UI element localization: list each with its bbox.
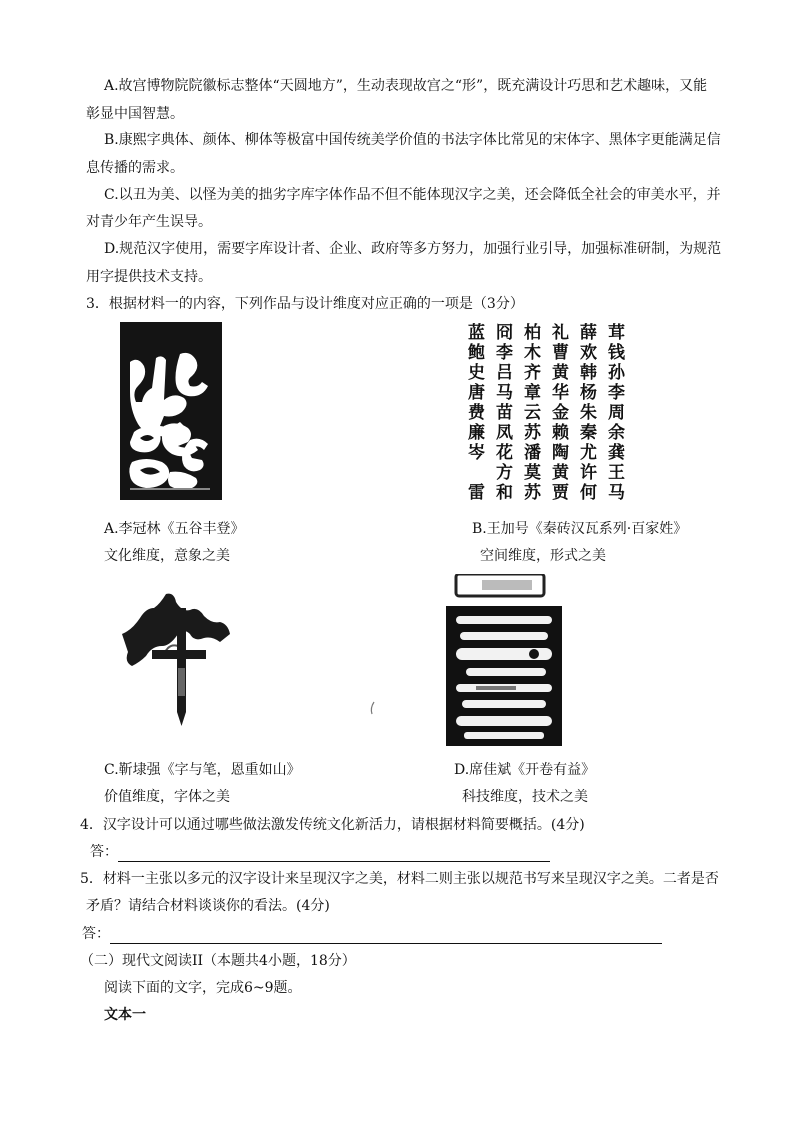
option-d-line2: 用字提供技术支持。 (86, 269, 212, 285)
artwork-d-caption: D.席佳斌《开卷有益》 (454, 762, 596, 778)
surname-character: 廉 (468, 423, 485, 443)
surname-character: 费 (468, 403, 485, 423)
surname-character: 岑 (468, 443, 485, 463)
surname-character: 苗 (496, 403, 513, 423)
surname-character: 陶 (552, 443, 569, 463)
artwork-a-image (120, 322, 222, 500)
surname-character: 杨 (580, 383, 597, 403)
surname-character: 吕 (496, 363, 513, 383)
artwork-a-dimension: 文化维度，意象之美 (104, 548, 230, 564)
option-a-line2: 彰显中国智慧。 (86, 106, 184, 122)
answer-blank-5[interactable] (110, 929, 662, 944)
answer-label: 答： (90, 844, 118, 860)
option-c-line1: C.以丑为美、以怪为美的拙劣字库字体作品不但不能体现汉字之美，还会降低全社会的审美水平，并 (104, 187, 721, 203)
surname-character: 凤 (496, 423, 513, 443)
surname-character: 许 (580, 463, 597, 483)
surname-character: 李 (496, 343, 513, 363)
question-4-answer[interactable] (90, 842, 550, 862)
surname-character: 苏 (524, 483, 541, 503)
surname-character: 苏 (524, 423, 541, 443)
surname-character: 朱 (580, 403, 597, 423)
surname-character: 秦 (580, 423, 597, 443)
surname-character: 茸 (608, 323, 625, 343)
artwork-c-dimension: 价值维度，字体之美 (104, 789, 230, 805)
surname-character: 贾 (552, 483, 569, 503)
question-5-line1: 5．材料一主张以多元的汉字设计来呈现汉字之美，材料二则主张以规范书写来呈现汉字之美。二者是否 (80, 871, 719, 887)
surname-character: 蓝 (468, 323, 485, 343)
artwork-b-caption: B.王加号《秦砖汉瓦系列·百家姓》 (472, 521, 688, 537)
surname-character: 王 (608, 463, 625, 483)
option-b-line1: B.康熙字典体、颜体、柳体等极富中国传统美学价值的书法字体比常见的宋体字、黑体字更能满足信 (104, 132, 721, 148)
surname-character: 周 (608, 403, 625, 423)
option-d-line1: D.规范汉字使用，需要字库设计者、企业、政府等多方努力，加强行业引导，加强标准研制，为规范 (104, 241, 722, 257)
question-4-stem: 4．汉字设计可以通过哪些做法激发传统文化新活力，请根据材料简要概括。(4分) (80, 817, 585, 833)
surname-character: 冏 (496, 323, 513, 343)
surname-character: 华 (552, 383, 569, 403)
section-title: （二）现代文阅读II（本题共4小题，18分） (80, 953, 356, 969)
artwork-b-dimension: 空间维度，形式之美 (480, 548, 606, 564)
surname-character: 鲍 (468, 343, 485, 363)
surname-character: 尤 (580, 443, 597, 463)
option-c-line2: 对青少年产生误导。 (86, 214, 212, 230)
surname-character: 章 (524, 383, 541, 403)
surname-character: 方 (496, 463, 513, 483)
section-instruction: 阅读下面的文字，完成6~9题。 (104, 980, 302, 996)
surname-character: 孙 (608, 363, 625, 383)
surname-character: 钱 (608, 343, 625, 363)
surname-character: 薛 (580, 323, 597, 343)
surname-character: 礼 (552, 323, 569, 343)
surname-character: 唐 (468, 383, 485, 403)
surname-character: 花 (496, 443, 513, 463)
surname-character: 史 (468, 363, 485, 383)
question-5-line2: 矛盾？请结合材料谈谈你的看法。(4分) (86, 898, 330, 914)
surname-character: 雷 (468, 483, 485, 503)
surname-character: 和 (496, 483, 513, 503)
surname-character: 余 (608, 423, 625, 443)
option-a-line1: A.故宫博物院院徽标志整体“天圆地方”，生动表现故宫之“形”，既充满设计巧思和艺术趣味，又能 (104, 78, 708, 94)
surname-character: 黄 (552, 463, 569, 483)
surname-character: 李 (608, 383, 625, 403)
surname-character: 云 (524, 403, 541, 423)
surname-character: 曹 (552, 343, 569, 363)
artwork-c-image (118, 590, 234, 730)
answer-blank-4[interactable] (118, 847, 550, 862)
surname-character: 马 (496, 383, 513, 403)
surname-character: 龚 (608, 443, 625, 463)
surname-character: 韩 (580, 363, 597, 383)
artwork-d-image (446, 574, 562, 746)
surname-character: 齐 (524, 363, 541, 383)
artwork-a-caption: A.李冠林《五谷丰登》 (104, 521, 245, 537)
text-one-label: 文本一 (104, 1007, 146, 1023)
surname-character: 欢 (580, 343, 597, 363)
surname-character: 马 (608, 483, 625, 503)
answer-label: 答： (82, 926, 110, 942)
surname-character: 金 (552, 403, 569, 423)
surname-character: 赖 (552, 423, 569, 443)
artwork-d-dimension: 科技维度，技术之美 (462, 789, 588, 805)
question-5-answer[interactable] (82, 924, 662, 944)
artwork-c-caption: C.靳埭强《字与笔，恩重如山》 (104, 762, 301, 778)
option-b-line2: 息传播的需求。 (86, 160, 184, 176)
surname-character: 何 (580, 483, 597, 503)
surname-character: 黄 (552, 363, 569, 383)
question-3-stem: 3．根据材料一的内容，下列作品与设计维度对应正确的一项是（3分） (86, 296, 524, 312)
surname-character: 莫 (524, 463, 541, 483)
surname-character: 柏 (524, 323, 541, 343)
surname-character: 木 (524, 343, 541, 363)
artwork-b-image (466, 322, 638, 504)
stray-mark (368, 700, 378, 716)
surname-character: 潘 (524, 443, 541, 463)
